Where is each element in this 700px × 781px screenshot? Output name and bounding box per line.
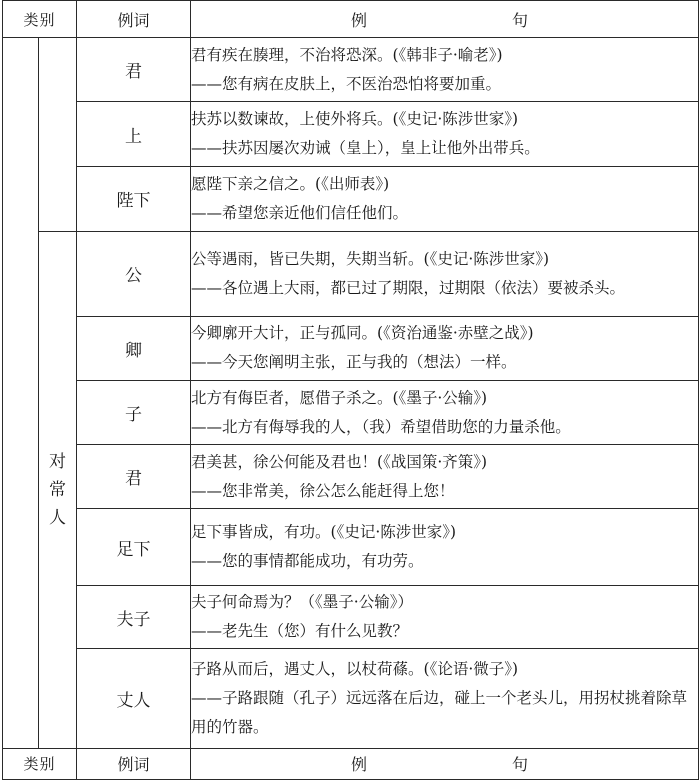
example-translation: ——您非常美，徐公怎么能赶得上您！ <box>191 481 455 500</box>
example-word: 子 <box>77 380 191 444</box>
example-original: 君有疾在腠理，不治将恐深。(《韩非子·喻老》) <box>191 45 503 64</box>
header-example-b: 句 <box>512 10 529 30</box>
example-word: 夫子 <box>77 586 191 648</box>
example-sentence <box>191 102 699 167</box>
example-sentence <box>191 380 699 444</box>
category-inner-top-cell <box>39 38 77 231</box>
example-translation: ——子路跟随（孔子）远远落在后边，碰上一个老头儿，用拐杖挑着除草用的竹器。 <box>191 688 688 736</box>
example-translation: ——老先生（您）有什么见教？ <box>191 622 409 641</box>
example-sentence <box>191 231 699 316</box>
example-word: 丈人 <box>77 648 191 748</box>
example-original: 君美甚，徐公何能及君也！(《战国策·齐策》) <box>191 452 488 471</box>
example-word: 上 <box>77 102 191 167</box>
footer-category: 类别 <box>3 748 77 779</box>
example-word: 卿 <box>77 316 191 380</box>
example-original: 子路从而后，遇丈人，以杖荷蓧。(《论语·微子》) <box>191 659 519 678</box>
honorifics-table <box>2 0 699 780</box>
example-translation: ——各位遇上大雨，都已过了期限，过期限（依法）要被杀头。 <box>191 278 626 297</box>
header-example <box>191 1 699 38</box>
example-original: 愿陛下亲之信之。(《出师表》) <box>191 174 390 193</box>
header-category: 类别 <box>3 1 77 38</box>
example-sentence <box>191 445 699 509</box>
example-original: 扶苏以数谏故，上使外将兵。(《史记·陈涉世家》) <box>191 110 519 129</box>
example-sentence <box>191 38 699 102</box>
footer-word: 例词 <box>77 748 191 779</box>
example-word: 君 <box>77 38 191 102</box>
example-translation: ——您的事情都能成功，有功劳。 <box>191 552 424 571</box>
example-translation: ——希望您亲近他们信任他们。 <box>191 203 409 222</box>
table-row <box>3 445 699 509</box>
table-row <box>3 231 699 316</box>
category-label-cell <box>39 231 77 748</box>
example-translation: ——您有病在皮肤上，不医治恐怕将要加重。 <box>191 74 502 93</box>
header-example-a: 例 <box>351 10 368 30</box>
example-original: 足下事皆成，有功。(《史记·陈涉世家》) <box>191 523 457 542</box>
table-row <box>3 648 699 748</box>
header-row <box>3 1 699 38</box>
example-original: 公等遇雨，皆已失期，失期当斩。(《史记·陈涉世家》) <box>191 249 550 268</box>
example-translation: ——北方有侮辱我的人，（我）希望借助您的力量杀他。 <box>191 417 571 436</box>
example-word: 陛下 <box>77 167 191 231</box>
category-outer-cell <box>3 38 39 749</box>
example-sentence <box>191 316 699 380</box>
example-word: 公 <box>77 231 191 316</box>
example-word: 君 <box>77 445 191 509</box>
example-word: 足下 <box>77 509 191 586</box>
table-row <box>3 102 699 167</box>
footer-example <box>191 748 699 779</box>
footer-example-b: 句 <box>512 755 529 775</box>
table-row <box>3 38 699 102</box>
table-row <box>3 316 699 380</box>
example-translation: ——扶苏因屡次劝诫（皇上），皇上让他外出带兵。 <box>191 139 540 158</box>
footer-row <box>3 748 699 779</box>
example-sentence <box>191 167 699 231</box>
example-original: 夫子何命焉为？（《墨子·公输》） <box>191 593 413 612</box>
example-sentence <box>191 648 699 748</box>
example-sentence <box>191 586 699 648</box>
table-row <box>3 509 699 586</box>
example-original: 今卿廓开大计，正与孤同。(《资治通鉴·赤壁之战》) <box>191 324 534 343</box>
table-row <box>3 167 699 231</box>
example-sentence <box>191 509 699 586</box>
example-translation: ——今天您阐明主张，正与我的（想法）一样。 <box>191 353 517 372</box>
table-row <box>3 380 699 444</box>
footer-example-a: 例 <box>351 755 368 775</box>
header-word: 例词 <box>77 1 191 38</box>
category-label: 对常人 <box>49 451 66 528</box>
table-row <box>3 586 699 648</box>
example-original: 北方有侮臣者，愿借子杀之。(《墨子·公输》) <box>191 388 488 407</box>
